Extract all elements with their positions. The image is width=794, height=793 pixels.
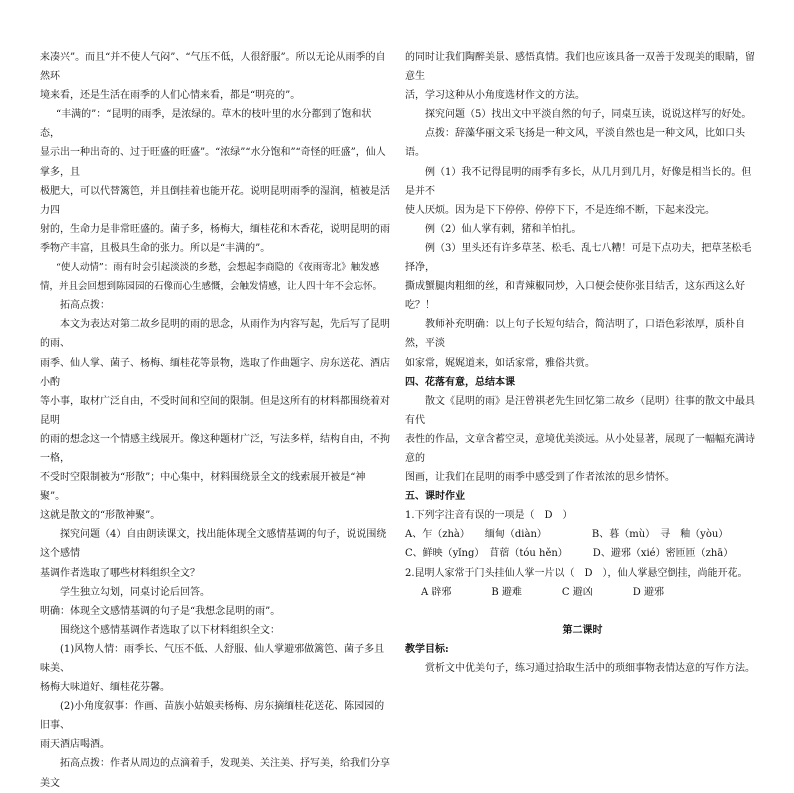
text-line: 拓高点拨：作者从周边的点滴着手，发现美、关注美、抒写美，给我们分享美文 xyxy=(40,758,390,789)
option-line: C、鲜映（yǐng） 苜蓿（tóu hěn） D、避邪（xié）密匝匝（zhā） xyxy=(405,548,734,560)
text-line: 季物产丰富，且极具生命的张力。所以是“丰满的”。 xyxy=(40,242,271,254)
text-line: 探究问题（4）自由朗读课文，找出能体现全文感情基调的句子，说说围绕这个感情 xyxy=(40,529,387,560)
text-line: 显示出一种出奇的、过于旺盛的旺盛”。“浓绿”“水分饱和”“奇怪的旺盛”，仙人掌多，且 xyxy=(40,147,386,178)
text-line: 学生独立勾划，同桌讨论后回答。 xyxy=(60,586,210,598)
text-line: 的雨的想念这一个情感主线展开。像这种题材广泛，写法多样，结构自由，不拘一格， xyxy=(40,433,390,464)
text-line: 使人厌烦。因为是下下停停、停停下下，不是连绵不断，下起来没完。 xyxy=(405,204,715,216)
option-line: A 辟邪 B 避难 C 避凶 D 避邪 xyxy=(421,586,664,598)
text-line: 极肥大，可以代替篱笆，并且倒挂着也能开花。说明昆明雨季的湿润，植被是活力四 xyxy=(40,185,390,216)
text-line: 雨天酒店喝酒。 xyxy=(40,739,110,751)
text-line: 本文为表达对第二故乡昆明的雨的思念，从雨作为内容写起，先后写了昆明的雨、 xyxy=(40,319,390,350)
section-heading: 五、课时作业 xyxy=(405,491,465,503)
text-line: 探究问题（5）找出文中平淡自然的句子，同桌互读，说说这样写的好处。 xyxy=(425,109,752,121)
text-line: 例（3）里头还有许多草茎、松毛、乱七八糟！可是下点功夫，把草茎松毛择净， xyxy=(405,242,752,274)
text-line: “丰满的”：“昆明的雨季，是浓绿的。草木的枝叶里的水分都到了饱和状态， xyxy=(40,109,372,140)
text-line: 撕成蟹腿肉粗细的丝，和青辣椒同炒，入口便会使你张目结舌，这东西这么好吃？！ xyxy=(405,281,745,312)
question-line: 2.昆明人家常于门头挂仙人掌一片以（ D ），仙人掌悬空倒挂，尚能开花。 xyxy=(405,567,748,579)
right-column xyxy=(405,48,760,678)
text-line: 赏析文中优美句子，练习通过拾取生活中的琐细事物表情达意的写作方法。 xyxy=(425,662,755,674)
text-line: 来凑兴”。而且“并不使人气闷”、“气压不低，人很舒服”。所以无论从雨季的自然环 xyxy=(40,52,386,83)
option-line: A、乍（zhà） 缅甸（diàn） B、暮（mù） 寻 釉（yòu） xyxy=(405,529,729,541)
text-line: 情，并且会回想到陈园园的石像而心生感慨，会触发情感，让人四十年不会忘怀。 xyxy=(40,281,383,293)
text-line: 围绕这个感情基调作者选取了以下材料组织全文： xyxy=(60,624,280,636)
text-line: 图画，让我们在昆明的雨季中感受到了作者浓浓的思乡情怀。 xyxy=(405,472,675,484)
question-line: 1.下列字注音有误的一项是（ D ） xyxy=(405,510,573,522)
text-line: 这就是散文的“形散神聚”。 xyxy=(40,510,161,522)
text-line: 境来看，还是生活在雨季的人们心情来看，都是“明亮的”。 xyxy=(40,90,301,102)
text-line: (1)风物人情：雨季长、气压不低、人舒服、仙人掌避邪做篱笆、菌子多且味美、 xyxy=(40,643,385,674)
text-line: 教师补充明确：以上句子长短句结合，简洁明了，口语色彩浓厚，质朴自然，平淡 xyxy=(405,319,745,350)
text-line: 射的，生命力是非常旺盛的。菌子多，杨梅大，缅桂花和木香花，说明昆明的雨 xyxy=(40,223,390,235)
left-column xyxy=(40,48,390,793)
text-line: 的同时让我们陶醉美景、感悟真情。我们也应该具备一双善于发现美的眼睛，留意生 xyxy=(405,52,755,83)
text-line: 表性的作品，文章含蓄空灵，意境优美淡远。从小处显著，展现了一幅幅充满诗意的 xyxy=(405,433,755,464)
text-line: 例（2）仙人掌有刺，猪和羊怕扎。 xyxy=(425,223,582,235)
section-heading: 四、花落有意，总结本课 xyxy=(405,376,515,388)
text-line: 点拨：辞藻华丽文采飞扬是一种文风，平淡自然也是一种文风，比如口头语。 xyxy=(405,128,745,159)
text-line: 等小事，取材广泛自由，不受时间和空间的限制。但是这所有的材料都围绕着对昆明 xyxy=(40,395,390,426)
text-line: 不受时空限制被为“形散”；中心集中，材料围绕景全文的线索展开被是“神聚”。 xyxy=(40,472,366,503)
session-title: 第二课时 xyxy=(562,624,603,636)
text-line: 雨季、仙人掌、菌子、杨梅、缅桂花等景物，选取了作曲题字、房东送花、酒店小酌 xyxy=(40,357,390,388)
spacer xyxy=(405,602,760,621)
text-line: 如家常，娓娓道来，如话家常，雅俗共赏。 xyxy=(405,357,595,369)
text-line: “使人动情”：雨有时会引起淡淡的乡愁，会想起李商隐的《夜雨寄北》触发感 xyxy=(56,262,380,274)
text-line: 基调作者选取了哪些材料组织全文？ xyxy=(40,567,200,579)
subheading: 拓高点拨： xyxy=(60,300,110,312)
text-line: 例（1）我不记得昆明的雨季有多长，从几月到几月，好像是相当长的。但是并不 xyxy=(405,166,752,197)
text-line: 活，学习这种从小角度选材作文的方法。 xyxy=(405,90,585,102)
objectives-heading: 教学目标: xyxy=(405,643,449,655)
text-line: 散文《昆明的雨》是汪曾祺老先生回忆第二故乡（昆明）往事的散文中最具有代 xyxy=(405,395,755,426)
text-line: 杨梅大味道好、缅桂花芬馨。 xyxy=(40,682,170,694)
text-line: 明确：体现全文感情基调的句子是“我想念昆明的雨”。 xyxy=(40,605,281,617)
text-line: (2)小角度叙事：作画、苗族小姑娘卖杨梅、房东摘缅桂花送花、陈园园的旧事、 xyxy=(40,701,385,732)
